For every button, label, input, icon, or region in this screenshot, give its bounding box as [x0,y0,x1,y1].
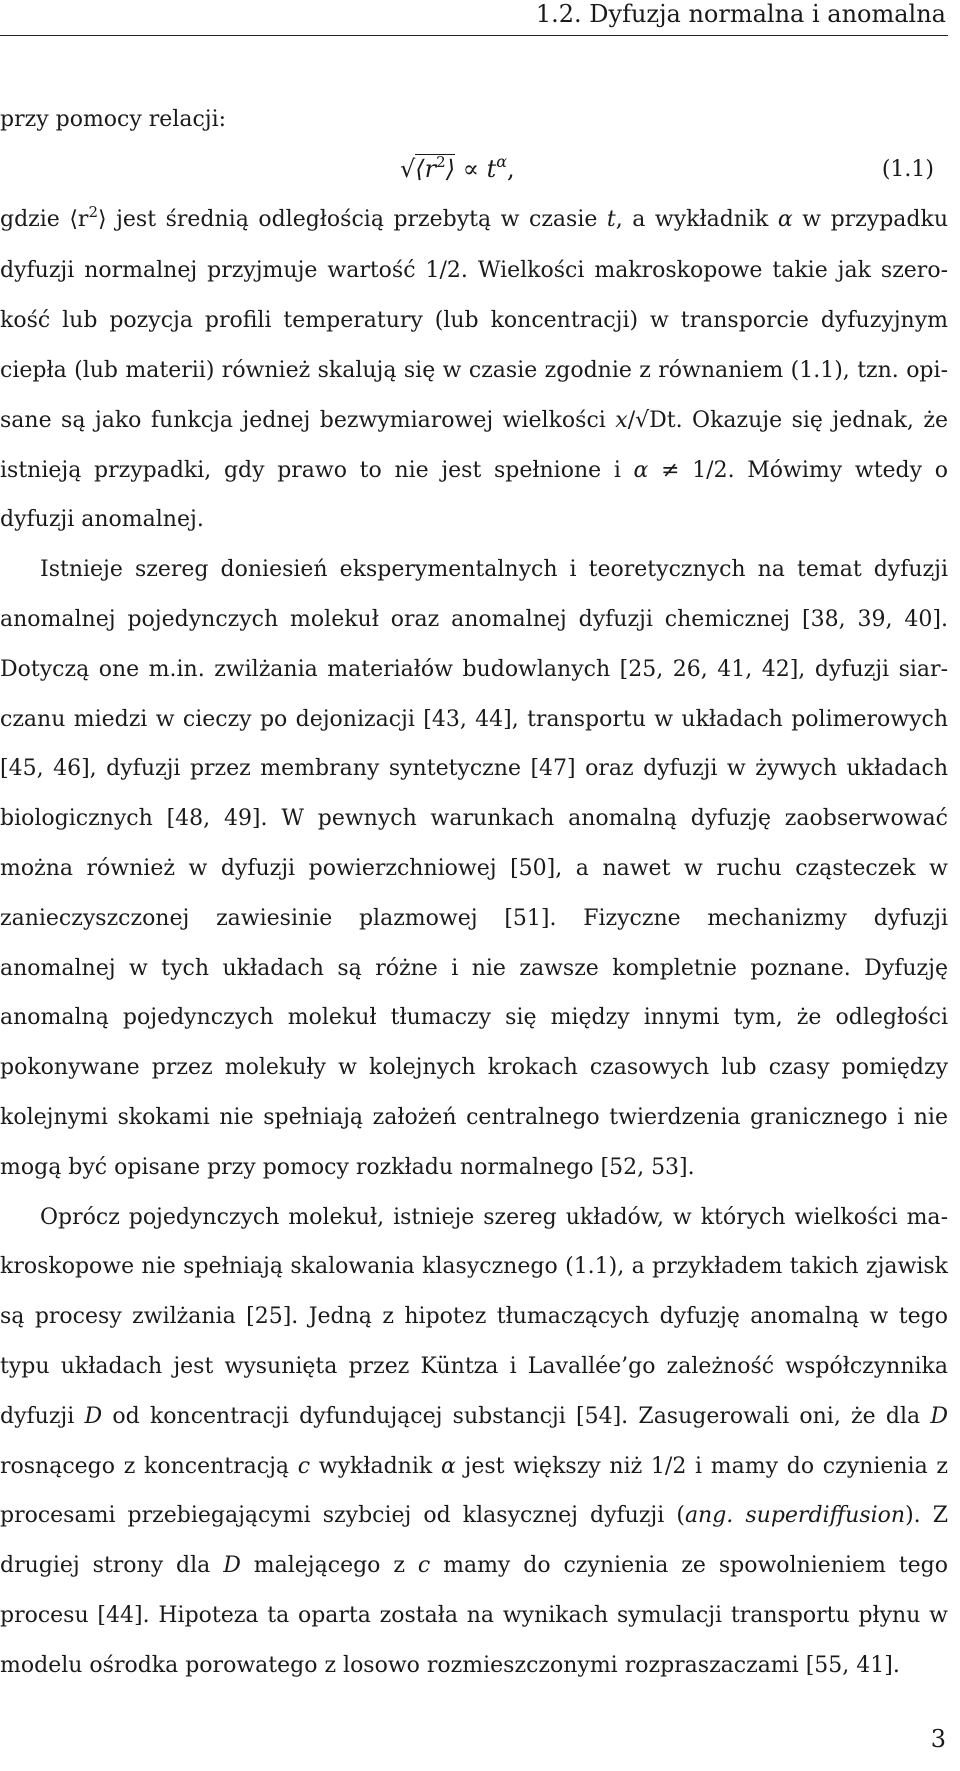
paragraph-2 [0,545,948,1192]
intro-text: przy pomocy relacji: [0,107,227,132]
math-var: α [777,206,793,232]
eq-left-close: ⟩ [445,154,456,183]
p3-text: malejącego z [240,1553,418,1579]
p1-text: ≠ 1/2. Mówimy wtedy o dyfuzji anomalnej. [0,457,948,533]
math-var: D [223,1553,241,1579]
p1-text: gdzie ⟨r [0,206,89,232]
p1-text: ⟩ jest średnią odległością przebytą w czasie [97,206,607,232]
eq-left: ⟨r [415,154,437,183]
p3-text: wykładnik [310,1453,441,1479]
math-var: x [615,407,628,433]
eq-punct: , [507,154,515,183]
eq-right-exp: α [496,151,508,171]
body-text [0,95,948,1691]
eq-right: t [486,154,497,183]
paragraph-3 [0,1193,948,1691]
eq-left-exp: 2 [436,152,446,171]
math-var: c [417,1553,431,1579]
running-header: 1.2. Dyfuzja normalna i anomalna [535,0,946,28]
p3-text: jest większy niż 1/2 i mamy do czynienia z procesami przebiegającymi szybciej od klasycznej dyfuzji ( [0,1453,948,1529]
p3-text: ). Z drugiej strony dla [0,1503,948,1579]
math-var: D [930,1403,949,1429]
eq-relation: ∝ [455,154,487,183]
math-var: c [297,1453,311,1479]
sqrt-symbol: √ [400,154,416,183]
header-rule [0,35,948,36]
p3-text: od koncentracji dyfundującej substancji [54]. Zasugerowali oni, że dla [102,1403,931,1429]
math-var: t [606,206,616,232]
p1-text: w przypadku dyfuzji normalnej przyjmuje wartość 1/2. Wielkości makroskopowe takie jak szerokość lub pozycja profili temperatury (lub koncentracji) w transporcie dyfuzyjnym ciepła (lub materii) również skalują się w czasie zgodnie z równaniem (1.1), tzn. opisane są jako funkcja jednej bezwymiarowej wielkości [0,206,948,433]
paragraph-1 [0,195,948,546]
math-var: α [440,1453,456,1479]
p1-text: , a wykładnik [615,206,778,232]
italic-term: ang. superdiffusion [684,1503,906,1529]
math-var: D [84,1403,103,1429]
math-var: α [633,457,649,483]
page-number: 3 [930,1725,946,1753]
sqrt-radicand [415,154,455,183]
paragraph-intro [0,95,948,145]
equation-1-1 [0,145,948,195]
p3-text: Oprócz pojedynczych molekuł, istnieje szereg układów, w których wielkości makroskopowe nie spełniają skalowania klasycznego (1.1), a przykładem takich zjawisk są procesy zwilżania [25]. Jedną z hipotez tłumaczących dyfuzję anomalną w tego typu układach jest wysunięta przez Küntza i Lavallée’go zależność współczynnika dyfuzji [0,1204,948,1429]
p2-text: Istnieje szereg doniesień eksperymentalnych i teoretycznych na temat dyfuzji anomalnej pojedynczych molekuł oraz anomalnej dyfuzji chemicznej [38, 39, 40]. Dotyczą one m.in. zwilżania materiałów budowlanych [25, 26, 41, 42], dyfuzji siarczanu miedzi w cieczy po dejonizacji [43, 44], transportu w układach polimerowych [45, 46], dyfuzji przez membrany syntetyczne [47] oraz dyfuzji w żywych układach biologicznych [48, 49]. W pewnych warunkach anomalną dyfuzję zaobserwować można również w dyfuzji powierzchniowej [50], a nawet w ruchu cząsteczek w zanieczyszczonej zawiesinie plazmowej [51]. Fizyczne mechanizmy dyfuzji anomalnej w tych układach są różne i nie zawsze kompletnie poznane. Dyfuzję anomalną pojedynczych molekuł tłumaczy się między innymi tym, że odległości pokonywane przez molekuły w kolejnych krokach czasowych lub czasy pomiędzy kolejnymi skokami nie spełniają założeń centralnego twierdzenia granicznego i nie mogą być opisane przy pomocy rozkładu normalnego [52, 53]. [0,557,948,1180]
equation-formula [400,145,515,198]
equation-number: (1.1) [881,156,934,182]
p3-text: rosnącego z koncentracją [0,1453,298,1479]
p1-text: /√Dt. Okazuje się jednak, że istnieją przypadki, gdy prawo to nie jest spełnione i [0,407,948,483]
p3-text: mamy do czynienia ze spowolnieniem tego procesu [44]. Hipoteza ta oparta została na wynikach symulacji transportu płynu w modelu ośrodka porowatego z losowo rozmieszczonymi rozpraszaczami [55, 41]. [0,1553,949,1678]
p1-exp: 2 [88,202,98,221]
